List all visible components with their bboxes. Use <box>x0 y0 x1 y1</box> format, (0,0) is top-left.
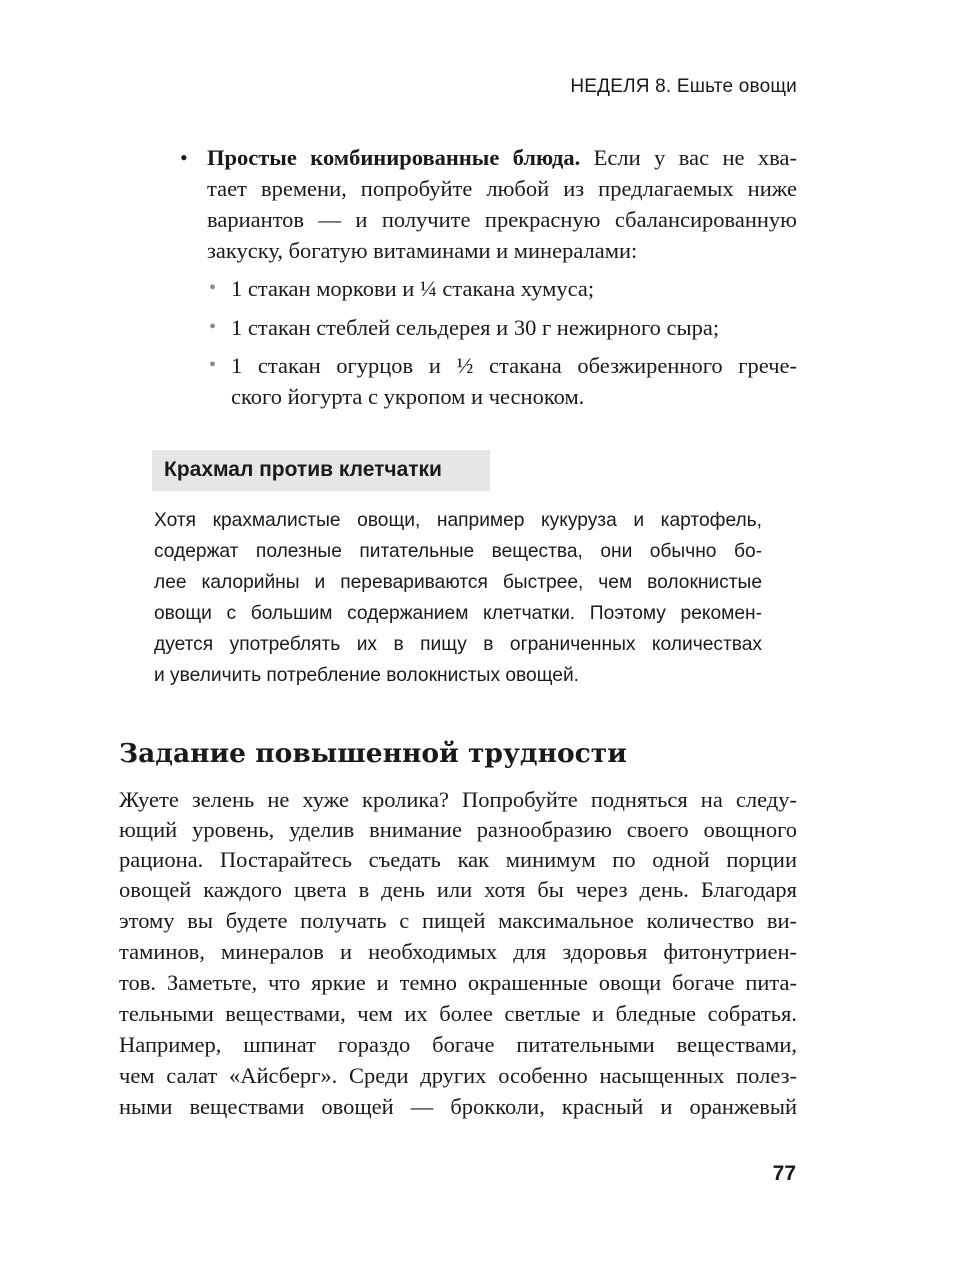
sub-item-3: 1 стакан огурцов и ½ стакана обезжиренного грече- <box>231 353 797 378</box>
sidebar-line-4: овощи с большим содержанием клетчатки. Поэтому рекомен- <box>154 603 762 624</box>
body-line-2: ющий уровень, уделив внимание разнообразию своего овощного <box>119 817 797 842</box>
bullet-bold-lead: Простые комбинированные блюда. <box>207 145 581 170</box>
bullet-line-1-rest: Если у вас не хва- <box>580 145 797 170</box>
sidebar-line-5: дуется употреблять их в пищу в ограниченных количествах <box>154 634 762 655</box>
sidebar-line-3: лее калорийны и перевариваются быстрее, чем волокнистые <box>154 572 762 593</box>
bullet-line-1 <box>207 143 797 173</box>
section-title: Задание повышенной трудности <box>119 738 627 769</box>
page-number: 77 <box>772 1162 796 1185</box>
bullet-line-2: тает времени, попробуйте любой из предлагаемых ниже <box>207 176 797 201</box>
bullet-marker: • <box>180 145 188 170</box>
body-line-6: таминов, минералов и необходимых для здоровья фитонутриен- <box>119 939 797 964</box>
sub-item-1: 1 стакан моркови и ¼ стакана хумуса; <box>231 276 595 301</box>
sub-bullet-marker: • <box>209 277 217 299</box>
bullet-line-3: вариантов — и получите прекрасную сбалансированную <box>207 207 797 232</box>
running-head: НЕДЕЛЯ 8. Ешьте овощи <box>570 76 797 97</box>
body-line-7: тов. Заметьте, что яркие и темно окрашенные овощи богаче пита- <box>119 970 797 995</box>
body-line-3: рациона. Постарайтесь съедать как минимум по одной порции <box>119 847 797 872</box>
body-line-11: ными веществами овощей — брокколи, красный и оранжевый <box>119 1094 797 1119</box>
body-line-8: тельными веществами, чем их более светлые и бледные собратья. <box>119 1001 797 1026</box>
sub-bullet-marker: • <box>209 316 217 338</box>
sub-bullet-marker: • <box>209 354 217 376</box>
body-line-4: овощей каждого цвета в день или хотя бы через день. Благодаря <box>119 877 797 902</box>
bullet-line-4: закуску, богатую витаминами и минералами: <box>207 238 638 263</box>
sidebar-title: Крахмал против клетчатки <box>164 458 442 481</box>
body-line-9: Например, шпинат гораздо богаче питательными веществами, <box>119 1032 797 1057</box>
body-line-10: чем салат «Айсберг». Среди других особенно насыщенных полез- <box>119 1063 797 1088</box>
sidebar-line-6: и увеличить потребление волокнистых овощей. <box>154 665 579 686</box>
sidebar-line-2: содержат полезные питательные вещества, они обычно бо- <box>154 541 762 562</box>
sub-item-2: 1 стакан стеблей сельдерея и 30 г нежирного сыра; <box>231 315 720 340</box>
sub-item-3-cont: ского йогурта с укропом и чесноком. <box>231 384 585 409</box>
body-line-5: этому вы будете получать с пищей максимальное количество ви- <box>119 908 797 933</box>
sidebar-title-box <box>152 450 490 491</box>
body-line-1: Жуете зелень не хуже кролика? Попробуйте подняться на следу- <box>119 787 797 812</box>
sidebar-line-1: Хотя крахмалистые овощи, например кукуруза и картофель, <box>154 510 762 531</box>
